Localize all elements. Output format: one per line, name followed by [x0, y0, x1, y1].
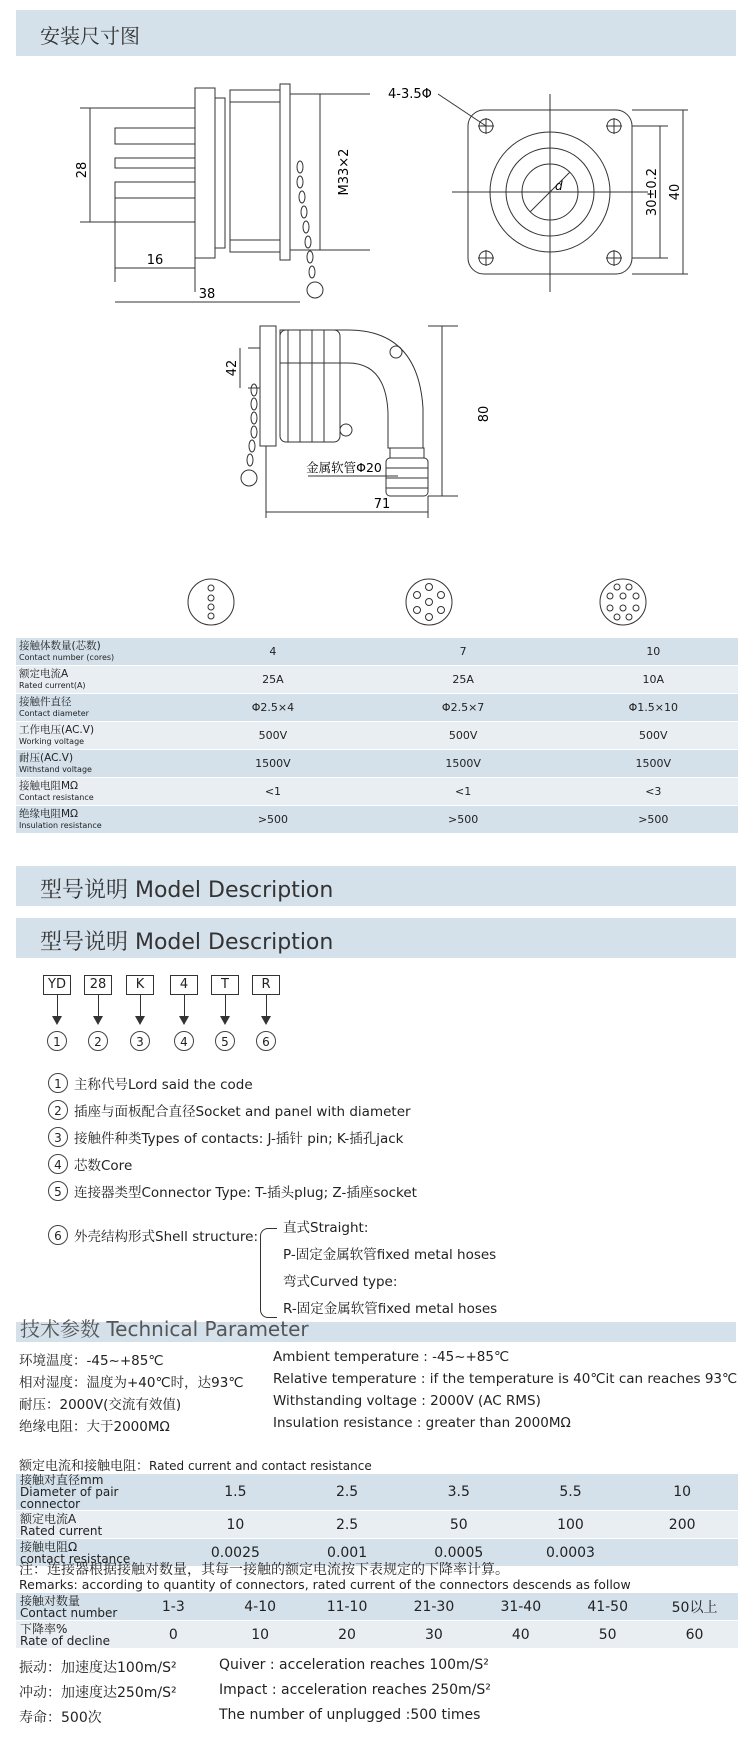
- spec-label-en: Working voltage: [19, 736, 85, 746]
- arrow-down-icon: [266, 995, 267, 1017]
- spec-row: [16, 722, 738, 750]
- spec-cell: 500V: [358, 722, 569, 750]
- bottom-param-en: The number of unplugged :500 times: [219, 1707, 481, 1723]
- section-banner-install: [16, 10, 736, 56]
- decline_table-label-en: Contact number: [20, 1605, 118, 1620]
- spec-label-en: Contact diameter: [19, 708, 89, 718]
- remark-en: Remarks: according to quantity of connectors, rated current of the connectors descends as follow: [19, 1577, 631, 1592]
- pin-layout-10-icon: [598, 577, 648, 627]
- rated_table-cell: 2.5: [291, 1474, 403, 1511]
- spec-cell: 7: [358, 638, 569, 666]
- model-desc-item: [48, 1100, 411, 1120]
- spec-cell: 10: [569, 638, 738, 666]
- shell-number: 6: [48, 1225, 68, 1245]
- spec-table: [16, 638, 738, 834]
- arrow-down-icon: [98, 995, 99, 1017]
- spec-row-label: [16, 778, 188, 806]
- model-code-number: 3: [130, 1031, 150, 1051]
- dim-80: 80: [477, 405, 492, 423]
- rated_table-cell: 50: [403, 1511, 515, 1539]
- tech-param-zh: 相对湿度：温度为+40℃时，达93℃: [19, 1375, 244, 1391]
- spec-cell: >500: [358, 806, 569, 834]
- dim-16: 16: [146, 253, 164, 268]
- model-desc-text: 芯数Core: [74, 1158, 133, 1174]
- spec-label-zh: 接触体数量(芯数): [19, 639, 101, 652]
- decline_table-label: [16, 1593, 130, 1621]
- shell-option-3: 弯式Curved type:: [283, 1274, 398, 1290]
- tech-param-zh: 绝缘电阻：大于2000MΩ: [19, 1419, 170, 1435]
- tech-param-zh: 环境温度：-45~+85℃: [19, 1353, 164, 1369]
- rated_table-cell: 10: [626, 1474, 738, 1511]
- model-desc-number: 1: [48, 1073, 68, 1093]
- spec-row-label: [16, 806, 188, 834]
- model-code-number: 5: [215, 1031, 235, 1051]
- model-code-number: 4: [174, 1031, 194, 1051]
- decline-table: [16, 1593, 738, 1649]
- model-desc-item: [48, 1073, 253, 1093]
- spec-cell: <1: [188, 778, 357, 806]
- decline_table-cell: 10: [217, 1621, 304, 1649]
- spec-label-zh: 工作电压(AC.V): [19, 723, 95, 736]
- decline_table-cell: 50以上: [651, 1593, 738, 1621]
- model-desc-text: 连接器类型Connector Type: T-插头plug; Z-插座socket: [74, 1185, 417, 1201]
- model-desc-number: 3: [48, 1127, 68, 1147]
- shell-structure: [48, 1225, 258, 1245]
- spec-label-zh: 绝缘电阻MΩ: [19, 807, 79, 820]
- spec-cell: <1: [358, 778, 569, 806]
- model-desc-text: 主称代号Lord said the code: [74, 1077, 253, 1093]
- rated_table-label-en: Diameter of pair connector: [20, 1485, 119, 1511]
- spec-label-en: Contact resistance: [19, 792, 94, 802]
- model-code-diagram: [43, 975, 303, 1075]
- hose-label: 金属软管Φ20: [306, 460, 382, 475]
- spec-cell: 500V: [569, 722, 738, 750]
- spec-cell: Φ1.5×10: [569, 694, 738, 722]
- bottom-param-en: Quiver : acceleration reaches 100m/S²: [219, 1657, 489, 1673]
- model-code-number: 6: [256, 1031, 276, 1051]
- dim-holes: 4-3.5Φ: [388, 87, 432, 102]
- decline_table-cell: 0: [130, 1621, 217, 1649]
- decline_table-label-zh: 下降率%: [20, 1621, 68, 1636]
- tech-param-zh: 耐压：2000V(交流有效值): [19, 1397, 182, 1413]
- spec-row-label: [16, 694, 188, 722]
- spec-label-zh: 接触电阻MΩ: [19, 779, 79, 792]
- model-desc-text: 接触件种类Types of contacts: J-插针 pin; K-插孔jack: [74, 1131, 404, 1147]
- spec-row: [16, 778, 738, 806]
- model-code-box: R: [252, 975, 280, 995]
- spec-cell: 4: [188, 638, 357, 666]
- model-code-box: 4: [170, 975, 198, 995]
- decline_table-cell: 21-30: [390, 1593, 477, 1621]
- tech-param-en: Withstanding voltage : 2000V (AC RMS): [273, 1393, 541, 1409]
- spec-label-en: Withstand voltage: [19, 764, 92, 774]
- dim-pitch: 30±0.2: [645, 167, 660, 217]
- model-desc-number: 5: [48, 1181, 68, 1201]
- dim-d: d: [555, 179, 563, 193]
- rated-heading-en: Rated current and contact resistance: [149, 1459, 372, 1473]
- pin-layout-7-icon: [404, 577, 454, 627]
- elbow-connector-drawing: [218, 318, 508, 558]
- model-banner-2: [16, 918, 736, 958]
- dim-28: 28: [75, 161, 90, 179]
- decline_table-cell: 50: [564, 1621, 651, 1649]
- spec-row: [16, 806, 738, 834]
- spec-cell: Φ2.5×4: [188, 694, 357, 722]
- model-code-box: T: [211, 975, 239, 995]
- spec-cell: Φ2.5×7: [358, 694, 569, 722]
- spec-row-label: [16, 638, 188, 666]
- spec-label-zh: 额定电流A: [19, 667, 69, 680]
- model-code-box: YD: [43, 975, 71, 995]
- model-banner-1-title: 型号说明 Model Description: [40, 878, 334, 903]
- spec-row: [16, 694, 738, 722]
- decline_table-cell: 41-50: [564, 1593, 651, 1621]
- decline_table-cell: 30: [390, 1621, 477, 1649]
- rated_table-cell: 0.0025: [180, 1539, 292, 1567]
- rated_table-cell: 2.5: [291, 1511, 403, 1539]
- arrow-down-icon: [140, 995, 141, 1017]
- decline_table-cell: 31-40: [477, 1593, 564, 1621]
- rated_table-label-en: contact resistance: [20, 1551, 131, 1566]
- spec-cell: 1500V: [358, 750, 569, 778]
- dim-42: 42: [225, 359, 240, 377]
- bottom-param-zh: 振动：加速度达100m/S²: [19, 1660, 177, 1676]
- spec-cell: 1500V: [569, 750, 738, 778]
- model-code-box: K: [126, 975, 154, 995]
- spec-row: [16, 750, 738, 778]
- rated_table-label-en: Rated current: [20, 1523, 103, 1538]
- model-desc-text: 插座与面板配合直径Socket and panel with diameter: [74, 1104, 411, 1120]
- rated_table-row: [16, 1474, 738, 1511]
- spec-cell: >500: [569, 806, 738, 834]
- tech-param-en: Insulation resistance : greater than 2000MΩ: [273, 1415, 571, 1431]
- rated_table-cell: 5.5: [515, 1474, 627, 1511]
- shell-option-2: P-固定金属软管fixed metal hoses: [283, 1247, 497, 1263]
- rated_table-cell: 0.001: [291, 1539, 403, 1567]
- spec-cell: 1500V: [188, 750, 357, 778]
- shell-option-4: R-固定金属软管fixed metal hoses: [283, 1301, 498, 1317]
- decline_table-row: [16, 1621, 738, 1649]
- tech-banner: [16, 1317, 736, 1342]
- decline_table-row: [16, 1593, 738, 1621]
- spec-row-label: [16, 666, 188, 694]
- tech-param-en: Relative temperature : if the temperature is 40℃it can reaches 93℃: [273, 1371, 738, 1387]
- rated_table-label: [16, 1474, 180, 1511]
- rated-table: [16, 1474, 738, 1567]
- front-view-drawing: [388, 84, 698, 296]
- decline_table-cell: 20: [304, 1621, 391, 1649]
- dim-thread: M33×2: [337, 148, 352, 196]
- arrow-down-icon: [184, 995, 185, 1017]
- model-desc-number: 4: [48, 1154, 68, 1174]
- spec-label-en: Contact number (cores): [19, 652, 115, 662]
- model-code-number: 1: [47, 1031, 67, 1051]
- rated_table-label-zh: 额定电流A: [20, 1511, 77, 1526]
- spec-label-zh: 耐压(AC.V): [19, 751, 74, 764]
- spec-row-label: [16, 750, 188, 778]
- remark-zh: 注：连接器根据接触对数量，其每一接触的额定电流按下表规定的下降率计算。: [19, 1562, 509, 1578]
- model-desc-item: [48, 1181, 417, 1201]
- rated_table-cell: 100: [515, 1511, 627, 1539]
- spec-row: [16, 638, 738, 666]
- spec-label-zh: 接触件直径: [19, 695, 72, 708]
- rated_table-cell: 1.5: [180, 1474, 292, 1511]
- rated_table-label: [16, 1511, 180, 1539]
- shell-option-1: 直式Straight:: [283, 1220, 369, 1236]
- spec-cell: 500V: [188, 722, 357, 750]
- dim-71: 71: [373, 497, 391, 512]
- model-desc-item: [48, 1127, 403, 1147]
- tech-title: 技术参数 Technical Parameter: [20, 1317, 309, 1341]
- bottom-param-zh: 寿命：500次: [19, 1710, 102, 1726]
- spec-cell: <3: [569, 778, 738, 806]
- spec-cell: 25A: [358, 666, 569, 694]
- rated_table-cell: 200: [626, 1511, 738, 1539]
- rated-heading: [19, 1455, 372, 1474]
- model-code-box: 28: [84, 975, 112, 995]
- spec-row: [16, 666, 738, 694]
- rated_table-label-zh: 接触对直径mm: [20, 1473, 104, 1487]
- rated_table-cell: [626, 1539, 738, 1567]
- section-title-install: 安装尺寸图: [40, 24, 140, 48]
- side-view-drawing: [70, 72, 370, 312]
- decline_table-cell: 40: [477, 1621, 564, 1649]
- spec-cell: 25A: [188, 666, 357, 694]
- decline_table-cell: 11-10: [304, 1593, 391, 1621]
- rated_table-cell: 3.5: [403, 1474, 515, 1511]
- rated_table-cell: 10: [180, 1511, 292, 1539]
- shell-label: 外壳结构形式Shell structure:: [74, 1229, 259, 1245]
- dim-38: 38: [198, 287, 216, 302]
- spec-row-label: [16, 722, 188, 750]
- model-desc-item: [48, 1154, 132, 1174]
- spec-cell: 10A: [569, 666, 738, 694]
- rated_table-cell: 0.0003: [515, 1539, 627, 1567]
- rated_table-cell: 0.0005: [403, 1539, 515, 1567]
- pin-layout-4-icon: [186, 577, 236, 627]
- decline_table-cell: 4-10: [217, 1593, 304, 1621]
- model-code-number: 2: [88, 1031, 108, 1051]
- arrow-down-icon: [57, 995, 58, 1017]
- arrow-down-icon: [225, 995, 226, 1017]
- model-banner-1: [16, 866, 736, 906]
- model-banner-2-title: 型号说明 Model Description: [40, 930, 334, 955]
- decline_table-label-zh: 接触对数量: [20, 1593, 81, 1608]
- decline_table-label: [16, 1621, 130, 1649]
- model-desc-number: 2: [48, 1100, 68, 1120]
- rated_table-label-zh: 接触电阻Ω: [20, 1539, 78, 1554]
- spec-cell: >500: [188, 806, 357, 834]
- dim-40: 40: [668, 183, 683, 201]
- rated_table-row: [16, 1511, 738, 1539]
- bottom-param-zh: 冲动：加速度达250m/S²: [19, 1685, 177, 1701]
- spec-label-en: Rated current(A): [19, 680, 86, 690]
- bottom-param-en: Impact : acceleration reaches 250m/S²: [219, 1682, 491, 1698]
- spec-label-en: Insulation resistance: [19, 820, 102, 830]
- shell-brace: [260, 1228, 277, 1318]
- decline_table-cell: 60: [651, 1621, 738, 1649]
- tech-param-en: Ambient temperature : -45~+85℃: [273, 1349, 510, 1365]
- decline_table-cell: 1-3: [130, 1593, 217, 1621]
- rated-heading-zh: 额定电流和接触电阻：: [19, 1459, 150, 1474]
- decline_table-label-en: Rate of decline: [20, 1633, 110, 1648]
